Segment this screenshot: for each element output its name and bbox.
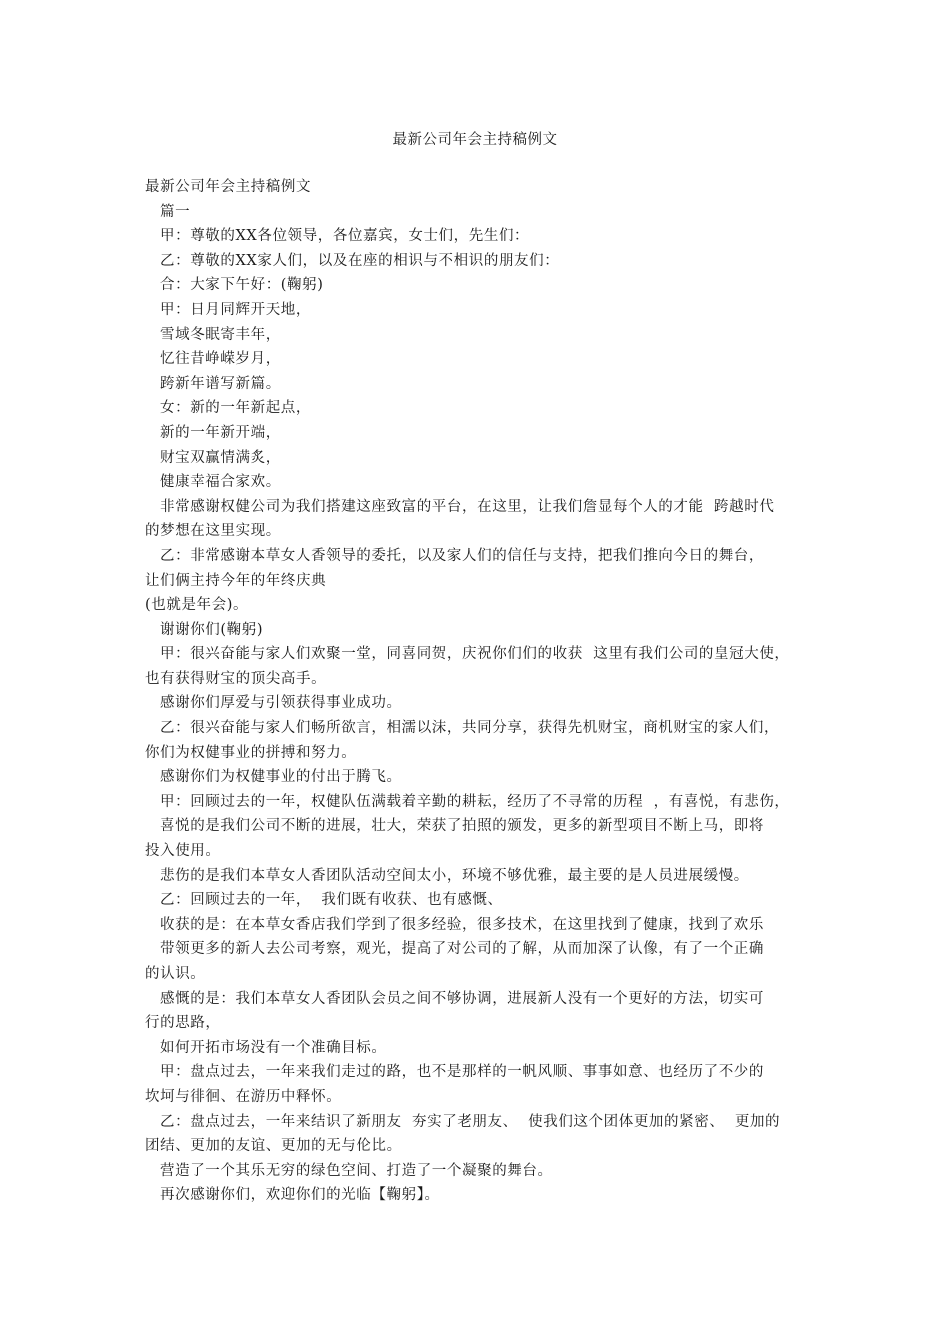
text-line: 甲：盘点过去，一年来我们走过的路，也不是那样的一帆风顺、事事如意、也经历了不少的 [160, 1064, 764, 1081]
text-line: 如何开拓市场没有一个准确目标。 [160, 1039, 387, 1056]
text-line: 乙：尊敬的XX家人们，以及在座的相识与不相识的朋友们： [160, 252, 560, 269]
text-line: 坎坷与徘徊、在游历中释怀。 [145, 1088, 342, 1105]
text-line: 行的思路， [145, 1015, 221, 1032]
text-line: 带领更多的新人去公司考察，观光，提高了对公司的了解，从而加深了认像，有了一个正确 [160, 941, 764, 958]
text-line: 乙：很兴奋能与家人们畅所欲言，相濡以沫，共同分享，获得先机财宝，商机财宝的家人们， [160, 720, 780, 737]
text-line: 甲：尊敬的XX各位领导，各位嘉宾，女士们，先生们： [160, 228, 530, 245]
text-line: 甲：很兴奋能与家人们欢聚一堂，同喜同贺，庆祝你们们的收获 这里有我们公司的皇冠大使， [160, 646, 790, 663]
text-line: 乙：盘点过去，一年来结识了新朋友 夯实了老朋友、 使我们这个团体更加的紧密、 更加的 [160, 1113, 781, 1130]
text-line: 甲：回顾过去的一年，权健队伍满载着辛勤的耕耘，经历了不寻常的历程 ，有喜悦，有悲伤， [160, 793, 790, 810]
text-line: 健康幸福合家欢。 [160, 474, 281, 491]
text-line: 忆往昔峥嵘岁月， [160, 351, 281, 368]
text-line: 最新公司年会主持稿例文 [145, 179, 312, 195]
text-line: 甲：日月同辉开天地， [160, 301, 311, 318]
document-title: 最新公司年会主持稿例文 [392, 132, 558, 148]
text-line: 团结、更加的友谊、更加的无与伦比。 [145, 1138, 402, 1155]
text-line: 收获的是：在本草女香店我们学到了很多经验，很多技术，在这里找到了健康，找到了欢乐 [160, 916, 764, 933]
text-line: 合：大家下午好：(鞠躬) [160, 277, 324, 294]
text-line: 再次感谢你们，欢迎你们的光临【鞠躬】。 [160, 1187, 440, 1204]
text-line: 也有获得财宝的顶尖高手。 [145, 670, 327, 687]
text-line: 乙：回顾过去的一年， 我们既有收获、也有感慨、 [160, 892, 503, 909]
document-body [145, 175, 825, 1208]
text-line: 感谢你们为权健事业的付出于腾飞。 [160, 769, 402, 786]
text-line: 感慨的是：我们本草女人香团队会员之间不够协调，进展新人没有一个更好的方法，切实可 [160, 990, 764, 1007]
text-line: 女：新的一年新起点， [160, 400, 311, 417]
text-line: 雪域冬眠寄丰年， [160, 326, 281, 343]
text-line: 跨新年谱写新篇。 [160, 375, 281, 392]
text-line: 谢谢你们(鞠躬) [160, 621, 264, 638]
text-line: 投入使用。 [145, 843, 221, 860]
text-line: 喜悦的是我们公司不断的进展，壮大，荣获了拍照的颁发，更多的新型项目不断上马，即将 [160, 818, 764, 835]
text-line: 的梦想在这里实现。 [145, 523, 281, 540]
text-line: 的认识。 [145, 966, 206, 982]
text-line: 感谢你们厚爱与引领获得事业成功。 [160, 695, 402, 712]
text-line: 营造了一个其乐无穷的绿色空间、打造了一个凝聚的舞台。 [160, 1162, 553, 1179]
text-line: 财宝双赢情满炙， [160, 449, 281, 466]
text-line: (也就是年会)。 [145, 597, 249, 614]
text-line: 你们为权健事业的拼搏和努力。 [145, 744, 357, 761]
text-line: 乙：非常感谢本草女人香领导的委托，以及家人们的信任与支持，把我们推向今日的舞台， [160, 547, 764, 564]
text-line: 非常感谢权健公司为我们搭建这座致富的平台，在这里，让我们詹显每个人的才能 跨越时代 [160, 498, 775, 515]
text-line: 让们俩主持今年的年终庆典 [145, 572, 327, 589]
text-line: 篇一 [160, 203, 191, 220]
text-line: 新的一年新开端， [160, 424, 281, 441]
text-line: 悲伤的是我们本草女人香团队活动空间太小，环境不够优雅，最主要的是人员进展缓慢。 [160, 867, 749, 884]
